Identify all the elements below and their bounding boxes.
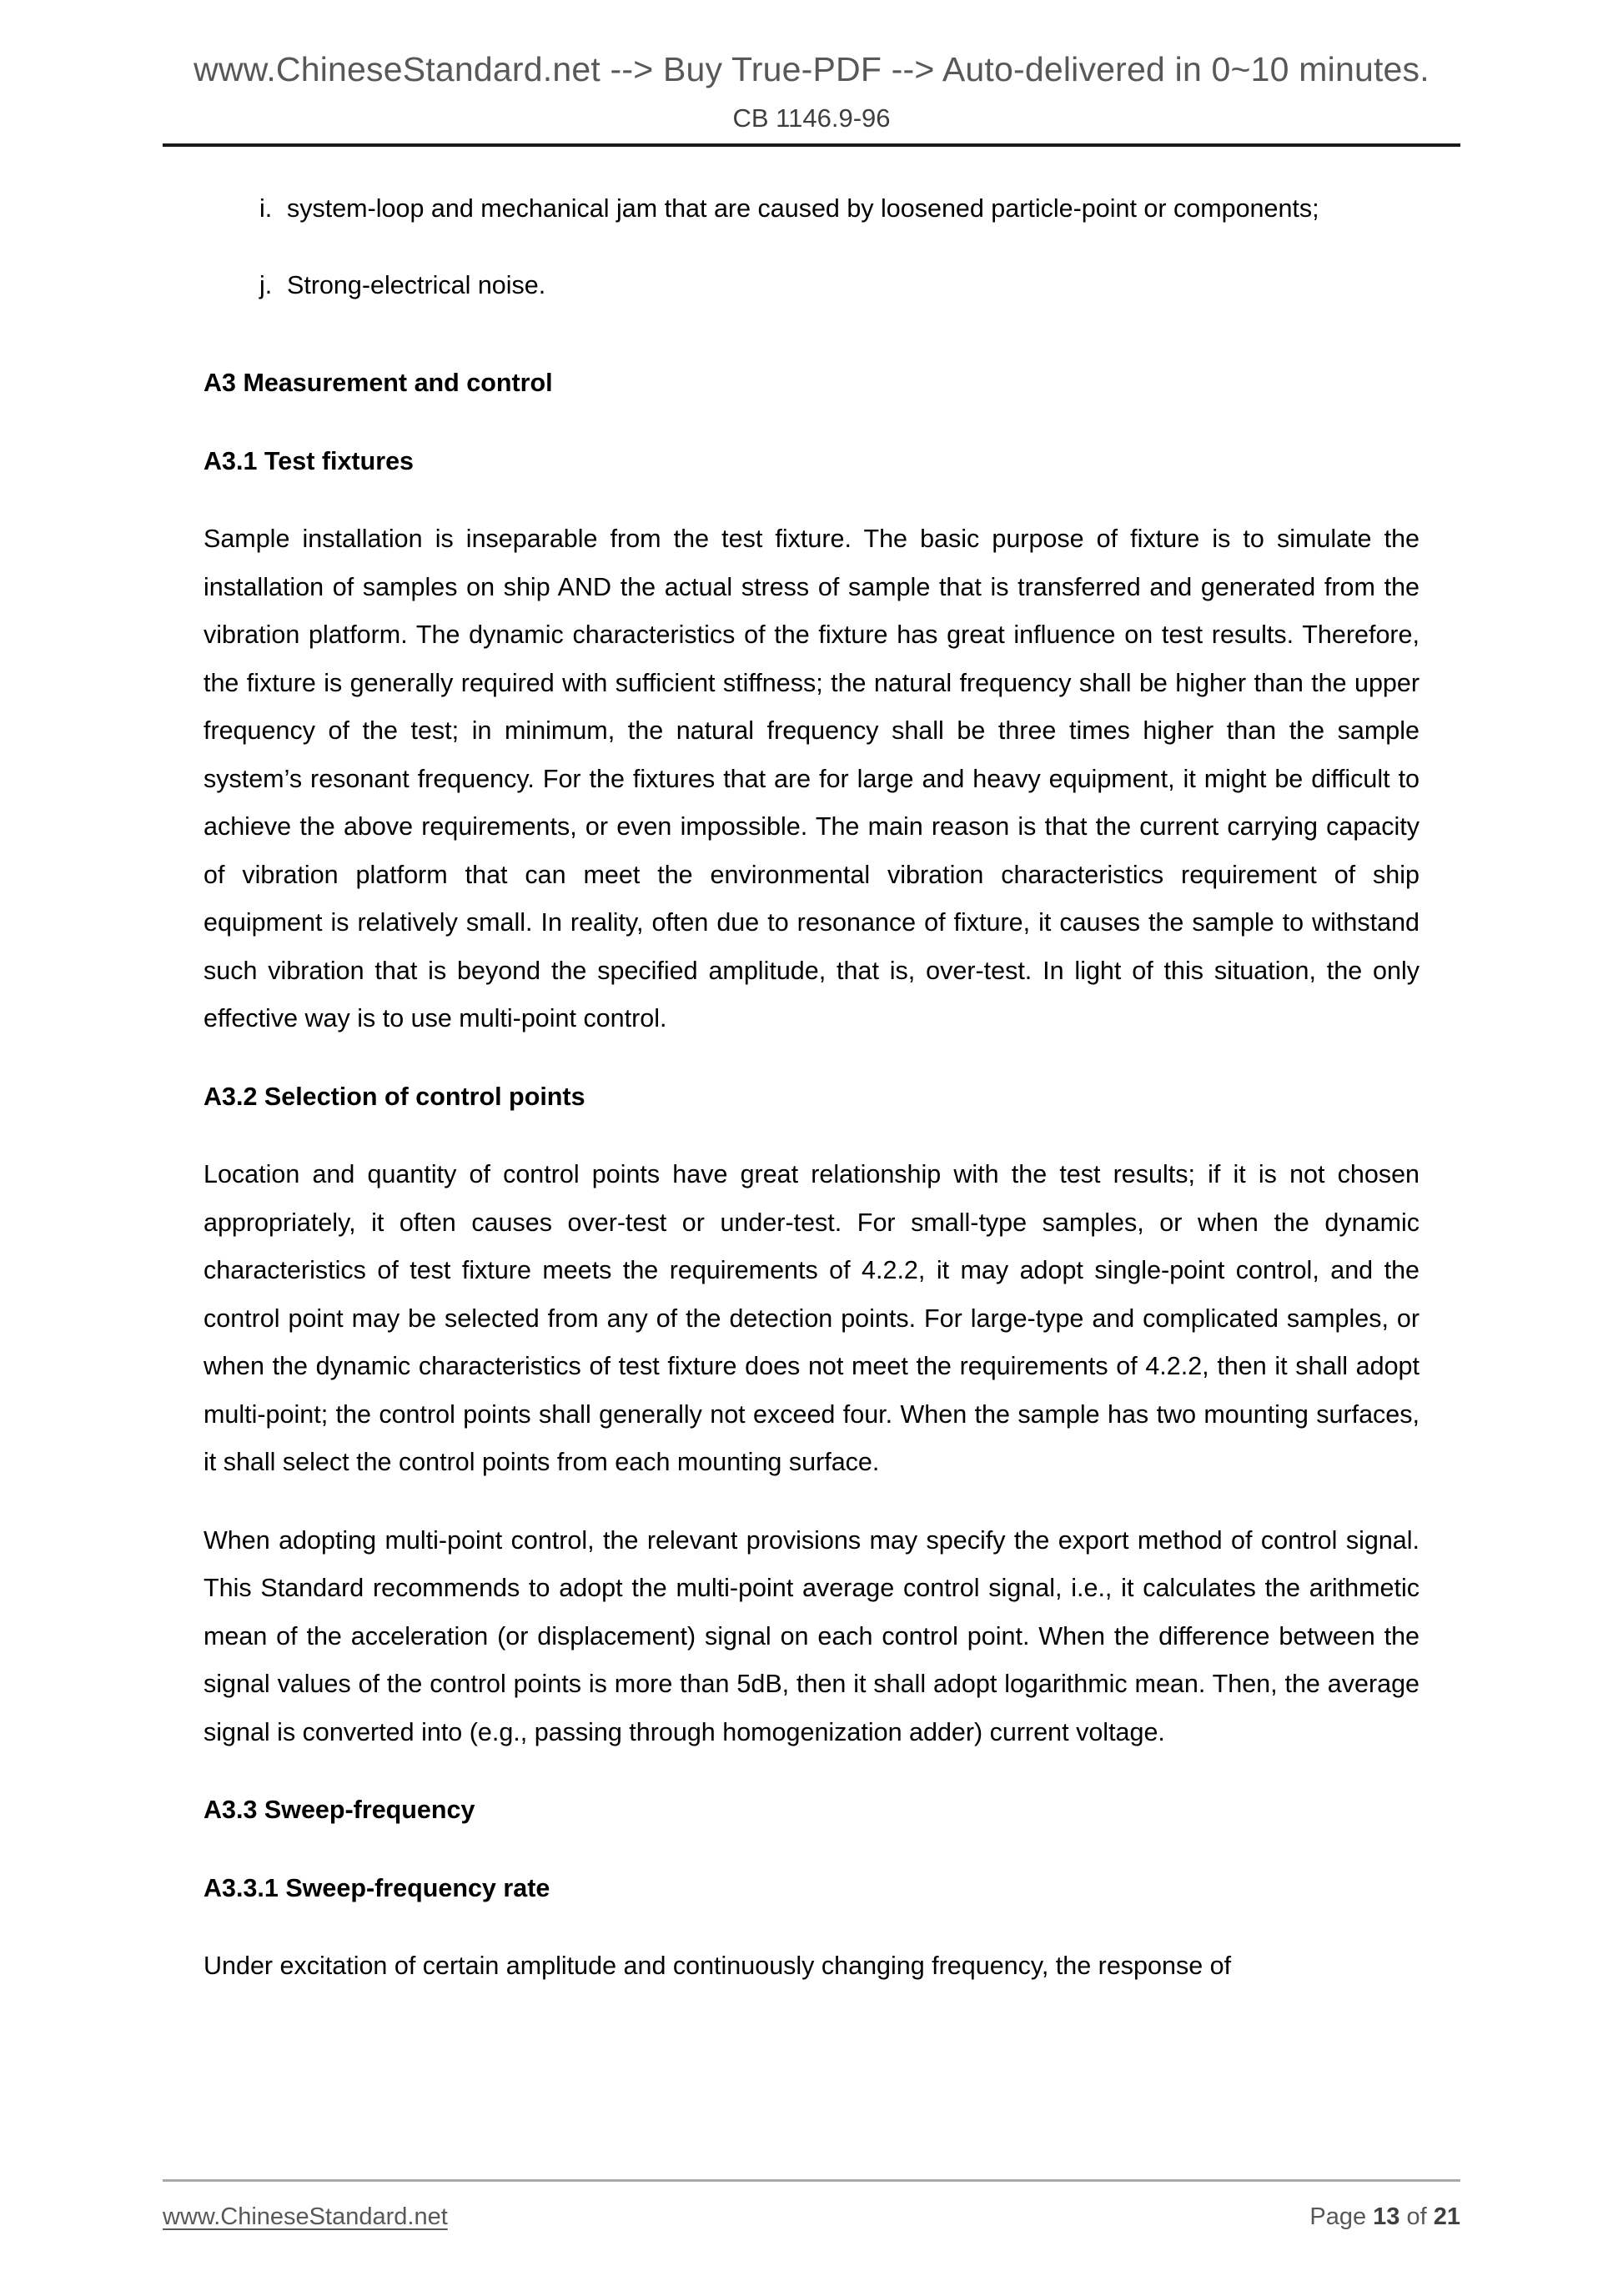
paragraph-a3-1: Sample installation is inseparable from the test fixture. The basic purpose of fixture is to simulate the installation of samples on ship AND the actual stress of sample that is transferred and generated from the vibration platform. The dynamic characteristics of the fixture has great influence on test results. Therefore, the fixture is generally required with sufficient stiffness; the natural frequency shall be higher than the upper frequency of the test; in minimum, the natural frequency shall be three times higher than the sample system’s resonant frequency. For the fixtures that are for large and heavy equipment, it might be difficult to achieve the above requirements, or even impossible. The main reason is that the current carrying capacity of vibration platform that can meet the environmental vibration characteristics requirement of ship equipment is relatively small. In reality, often due to resonance of fixture, it causes the sample to withstand such vibration that is beyond the specified amplitude, that is, over-test. In light of this situation, the only effective way is to use multi-point control. [204, 525, 1419, 1033]
footer-divider [163, 2179, 1460, 2182]
page-label-prefix: Page [1309, 2203, 1374, 2230]
page-current-number: 13 [1373, 2203, 1400, 2230]
paragraph-a3-2-second: When adopting multi-point control, the relevant provisions may specify the export method of control signal. This Standard recommends to adopt the multi-point average control signal, i.e., it calculates the arithmetic mean of the acceleration (or displacement) signal on each control point. When the difference between the signal values of the control points is more than 5dB, then it shall adopt logarithmic mean. Then, the average signal is converted into (e.g., passing through homogenization adder) current voltage. [204, 1525, 1419, 1746]
page-indicator [1309, 2203, 1460, 2231]
section-heading-a3-1: A3.1 Test fixtures [204, 446, 414, 475]
paragraph-a3-3-1: Under excitation of certain amplitude and continuously changing frequency, the response of [204, 1952, 1232, 1981]
list-item [259, 262, 1419, 310]
footer-row [163, 2203, 1460, 2231]
section-heading-a3-2: A3.2 Selection of control points [204, 1082, 585, 1111]
list-item-text: system-loop and mechanical jam that are caused by loosened particle-point or components; [287, 194, 1319, 224]
section-heading-a3-3: A3.3 Sweep-frequency [204, 1796, 475, 1825]
section-heading-a3: A3 Measurement and control [204, 369, 553, 398]
page-header [0, 0, 1623, 147]
section-heading-a3-3-1: A3.3.1 Sweep-frequency rate [204, 1873, 550, 1902]
paragraph-a3-2-first: Location and quantity of control points have great relationship with the test results; if it is not chosen appropriately, it often causes over-test or under-test. For small-type samples, or when the dynamic characteristics of test fixture meets the requirements of 4.2.2, it may adopt single-point control, and the control point may be selected from any of the detection points. For large-type and complicated samples, or when the dynamic characteristics of test fixture does not meet the requirements of 4.2.2, then it shall adopt multi-point; the control points shall generally not exceed four. When the sample has two mounting surfaces, it shall select the control points from each mounting surface. [204, 1160, 1419, 1477]
page-footer [163, 2179, 1460, 2296]
standard-number: CB 1146.9-96 [732, 103, 891, 133]
page-total-number: 21 [1433, 2203, 1460, 2230]
list-item-text: Strong-electrical noise. [287, 270, 546, 299]
list-item [259, 185, 1419, 234]
promo-banner-text: www.ChineseStandard.net --> Buy True-PDF --> Auto-delivered in 0~10 minutes. [193, 50, 1430, 88]
list-item-marker: i. [259, 194, 273, 224]
document-body [204, 147, 1419, 2179]
section-spacer [204, 338, 1419, 359]
page-label-middle: of [1399, 2203, 1434, 2230]
list-item-marker: j. [259, 270, 273, 299]
footer-website-link[interactable]: www.ChineseStandard.net [163, 2203, 448, 2230]
